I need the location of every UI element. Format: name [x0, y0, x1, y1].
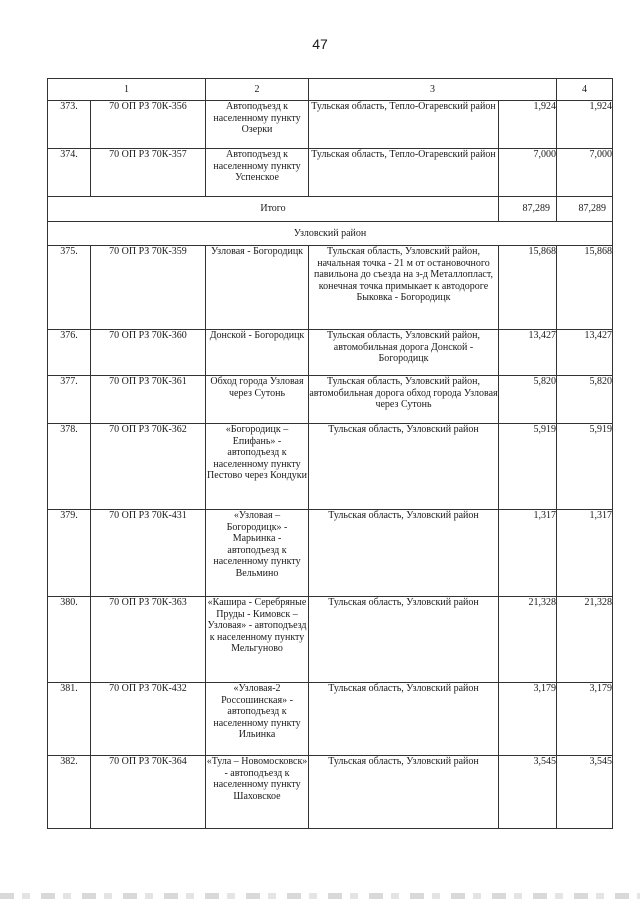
row-number: 377.: [48, 376, 91, 424]
road-name: Донской - Богородицк: [206, 330, 309, 376]
road-name: «Богородицк – Епифань» - автоподъезд к населенному пункту Пестово через Кондуки: [206, 424, 309, 510]
table-row: [48, 149, 613, 197]
subtotal-length: 87,289: [498, 197, 556, 221]
subtotal-label: [48, 197, 557, 222]
road-total: 15,868: [557, 246, 613, 330]
road-length: 15,868: [499, 246, 557, 330]
road-length: 5,919: [499, 424, 557, 510]
road-location: Тульская область, Тепло-Огаревский район: [309, 101, 499, 149]
road-code: 70 ОП РЗ 70К-360: [91, 330, 206, 376]
row-number: 378.: [48, 424, 91, 510]
road-name: «Кашира - Серебряные Пруды - Кимовск – Узловая» - автоподъезд к населенному пункту Мельгуново: [206, 597, 309, 683]
subtotal-total: 87,289: [557, 197, 613, 222]
table-row: [48, 101, 613, 149]
road-name: Автоподъезд к населенному пункту Озерки: [206, 101, 309, 149]
road-length: 7,000: [499, 149, 557, 197]
road-name: Автоподъезд к населенному пункту Успенское: [206, 149, 309, 197]
road-total: 1,317: [557, 510, 613, 597]
road-name: Обход города Узловая через Сутонь: [206, 376, 309, 424]
table-row: [48, 683, 613, 756]
road-code: 70 ОП РЗ 70К-363: [91, 597, 206, 683]
table-row: [48, 510, 613, 597]
row-number: 382.: [48, 756, 91, 829]
road-location: Тульская область, Узловский район, автомобильная дорога Донской - Богородицк: [309, 330, 499, 376]
road-code: 70 ОП РЗ 70К-362: [91, 424, 206, 510]
subtotal-row: [48, 197, 613, 222]
table-row: [48, 597, 613, 683]
road-code: 70 ОП РЗ 70К-364: [91, 756, 206, 829]
header-col-1: 1: [48, 79, 206, 101]
road-length: 3,179: [499, 683, 557, 756]
subtotal-label-text: Итого: [260, 203, 286, 214]
road-code: 70 ОП РЗ 70К-357: [91, 149, 206, 197]
page-number: 47: [312, 36, 328, 52]
scan-edge-noise: [0, 893, 640, 899]
table-row: [48, 376, 613, 424]
road-name: «Узловая-2 Россошинская» - автоподъезд к населенному пункту Ильинка: [206, 683, 309, 756]
road-total: 5,919: [557, 424, 613, 510]
road-code: 70 ОП РЗ 70К-359: [91, 246, 206, 330]
table-row: [48, 330, 613, 376]
road-total: 7,000: [557, 149, 613, 197]
road-length: 3,545: [499, 756, 557, 829]
row-number: 381.: [48, 683, 91, 756]
road-code: 70 ОП РЗ 70К-361: [91, 376, 206, 424]
road-location: Тульская область, Узловский район: [309, 756, 499, 829]
road-code: 70 ОП РЗ 70К-432: [91, 683, 206, 756]
road-total: 3,545: [557, 756, 613, 829]
road-code: 70 ОП РЗ 70К-431: [91, 510, 206, 597]
header-col-3: 3: [309, 79, 557, 101]
road-length: 5,820: [499, 376, 557, 424]
row-number: 375.: [48, 246, 91, 330]
road-location: Тульская область, Узловский район: [309, 424, 499, 510]
row-number: 380.: [48, 597, 91, 683]
road-length: 1,317: [499, 510, 557, 597]
table-row: [48, 756, 613, 829]
road-name: «Узловая – Богородицк» - Марьинка - автоподъезд к населенному пункту Вельмино: [206, 510, 309, 597]
road-total: 1,924: [557, 101, 613, 149]
road-location: Тульская область, Узловский район: [309, 597, 499, 683]
road-location: Тульская область, Узловский район, автомобильная дорога обход города Узловая через Сутонь: [309, 376, 499, 424]
row-number: 379.: [48, 510, 91, 597]
road-length: 13,427: [499, 330, 557, 376]
road-length: 1,924: [499, 101, 557, 149]
road-location: Тульская область, Узловский район: [309, 683, 499, 756]
road-total: 21,328: [557, 597, 613, 683]
row-number: 374.: [48, 149, 91, 197]
road-location: Тульская область, Узловский район, начальная точка - 21 м от остановочного павильона до съезда на з-д Металлопласт, конечная точка примыкает к автодороге Быковка - Богородицк: [309, 246, 499, 330]
row-number: 376.: [48, 330, 91, 376]
road-code: 70 ОП РЗ 70К-356: [91, 101, 206, 149]
road-location: Тульская область, Тепло-Огаревский район: [309, 149, 499, 197]
section-row: [48, 222, 613, 246]
road-name: Узловая - Богородицк: [206, 246, 309, 330]
road-length: 21,328: [499, 597, 557, 683]
road-total: 3,179: [557, 683, 613, 756]
road-register-table: [47, 78, 613, 829]
header-col-4: 4: [557, 79, 613, 101]
row-number: 373.: [48, 101, 91, 149]
road-total: 13,427: [557, 330, 613, 376]
road-total: 5,820: [557, 376, 613, 424]
header-row: [48, 79, 613, 101]
table-row: [48, 424, 613, 510]
header-col-2: 2: [206, 79, 309, 101]
table-row: [48, 246, 613, 330]
section-title: Узловский район: [48, 222, 613, 246]
road-location: Тульская область, Узловский район: [309, 510, 499, 597]
road-name: «Тула – Новомосковск» - автоподъезд к населенному пункту Шаховское: [206, 756, 309, 829]
